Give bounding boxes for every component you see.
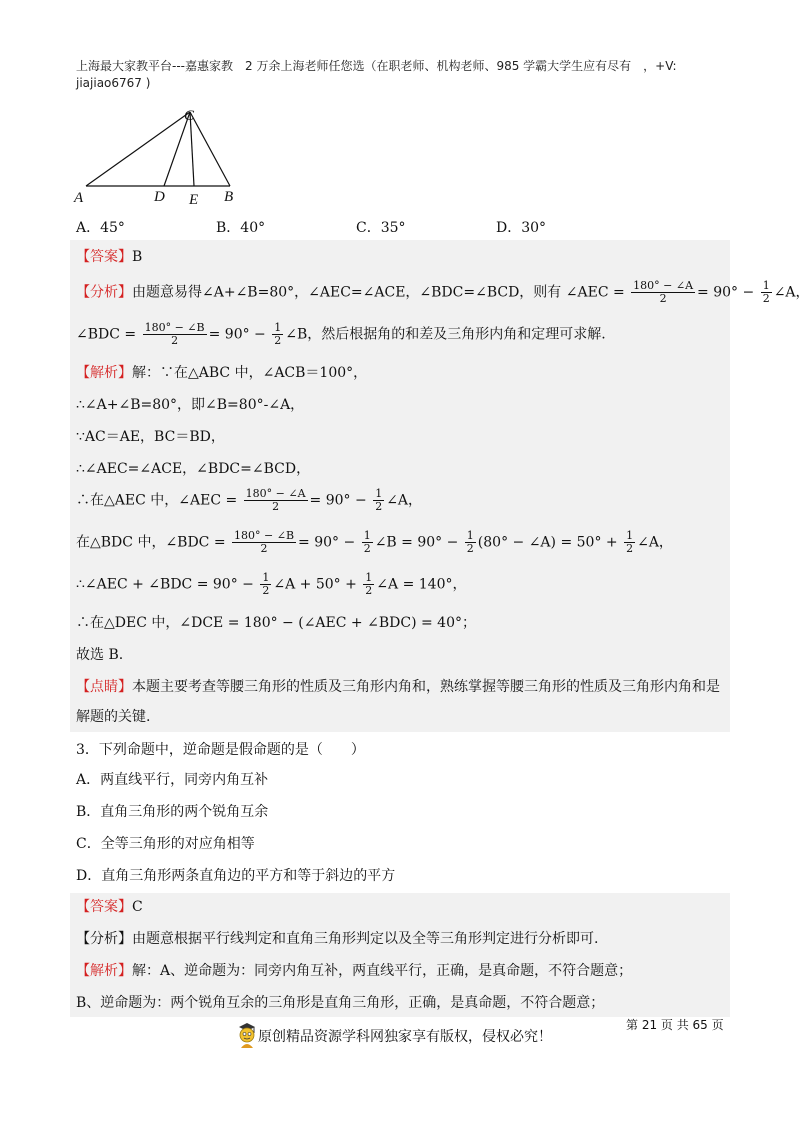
q2-analysis-line-1 [76, 280, 810, 305]
fraction: $\frac{1}{2}$ [375, 487, 383, 513]
fraction: $\frac{180^\circ - \angle B}{2}$ [144, 321, 205, 347]
analysis-text: = 90° − [208, 326, 266, 343]
points-tag: 【点睛】 [76, 679, 132, 695]
q2-solution-line-5 [76, 488, 422, 513]
q2-options [76, 217, 716, 237]
solution-text: ∠A = 140°， [376, 576, 467, 593]
answer-tag: 【答案】 [76, 249, 132, 265]
q3-option-b: B．直角三角形的两个锐角互余 [76, 804, 269, 820]
q3-option-a: A．两直线平行，同旁内角互补 [76, 772, 269, 788]
q3-solution-line-1 [76, 962, 632, 980]
analysis-text: = 90° − [697, 284, 755, 301]
answer-value: B [132, 249, 143, 265]
segment-AC [86, 112, 190, 186]
solution-text: 在△BDC 中，∠BDC = [76, 534, 226, 551]
header-line-2: jiajiao6767 ) [76, 76, 151, 90]
q2-explanation-block [70, 240, 730, 732]
page-number: 第 21 页 共 65 页 [626, 1018, 724, 1032]
header-line-1: 上海最大家教平台---嘉惠家教 2 万余上海老师任您选（在职老师、机构老师、985 学霸大学生应有尽有 ，+V: [76, 59, 677, 73]
q2-points-line-1 [76, 678, 720, 696]
fraction: $\frac{1}{2}$ [262, 571, 270, 597]
fraction: $\frac{1}{2}$ [274, 321, 282, 347]
analysis-text: ∠BDC = [76, 326, 137, 343]
solution-tag: 【解析】 [76, 365, 132, 381]
solution-text: ∠A， [386, 492, 423, 509]
fraction: $\frac{1}{2}$ [363, 529, 371, 555]
q2-solution-line-9: 故选 B. [76, 647, 124, 663]
solution-tag: 【解析】 [76, 963, 132, 979]
q2-option-d: D．30° [496, 220, 547, 236]
analysis-text: 由题意根据平行线判定和直角三角形判定以及全等三角形判定进行分析即可. [132, 931, 599, 947]
q2-option-a: A．45° [76, 220, 125, 236]
q2-solution-line-2: ∴∠A+∠B=80°，即∠B=80°-∠A， [76, 397, 305, 413]
q2-analysis-line-2 [76, 322, 606, 347]
q2-points-line-2: 解题的关键. [76, 709, 151, 725]
fraction: $\frac{180^\circ - \angle A}{2}$ [633, 279, 694, 305]
q2-solution-line-1 [76, 364, 367, 382]
answer-tag: 【答案】 [76, 899, 132, 915]
label-B: B [224, 189, 234, 205]
page-header [76, 58, 726, 92]
analysis-text: ∠B，然后根据角的和差及三角形内角和定理可求解. [285, 326, 606, 343]
points-text: 本题主要考查等腰三角形的性质及三角形内角和，熟练掌握等腰三角形的性质及三角形内角和是 [132, 679, 720, 695]
q2-answer-line [76, 248, 142, 266]
solution-text: ∠A， [637, 534, 673, 551]
fraction: $\frac{1}{2}$ [466, 529, 474, 555]
solution-text: = 90° − [298, 534, 356, 551]
q2-solution-line-4: ∴∠AEC=∠ACE，∠BDC=∠BCD， [76, 461, 311, 477]
q3-answer-line [76, 898, 143, 916]
fraction: $\frac{1}{2}$ [365, 571, 373, 597]
solution-text: 解：∵在△ABC 中，∠ACB＝100°， [132, 365, 368, 381]
q2-option-c: C．35° [356, 220, 406, 236]
solution-text: ∠B = 90° − [374, 534, 459, 551]
q2-option-b: B．40° [216, 220, 266, 236]
mascot-logo-icon [236, 1021, 258, 1049]
solution-text: = 90° − [309, 492, 367, 509]
answer-value: C [132, 899, 143, 915]
q3-question: 3．下列命题中，逆命题是假命题的是（ ） [76, 742, 365, 758]
fraction: $\frac{1}{2}$ [626, 529, 634, 555]
solution-text: (80° − ∠A) = 50° + [477, 534, 618, 551]
q3-option-d: D．直角三角形两条直角边的平方和等于斜边的平方 [76, 868, 396, 884]
analysis-text: ∠A， [773, 284, 810, 301]
fraction: $\frac{1}{2}$ [762, 279, 770, 305]
solution-text: ∴∠AEC + ∠BDC = 90° − [76, 576, 254, 593]
q2-solution-line-7 [76, 572, 466, 597]
triangle-figure [72, 104, 242, 208]
q2-solution-line-8: ∴在△DEC 中，∠DCE = 180° − (∠AEC + ∠BDC) = 40°； [76, 615, 476, 631]
q3-solution-line-2: B、逆命题为：两个锐角互余的三角形是直角三角形，正确，是真命题，不符合题意； [76, 995, 605, 1011]
label-E: E [189, 192, 199, 208]
q2-solution-line-3: ∵AC＝AE，BC＝BD， [76, 429, 225, 445]
label-C: C [184, 108, 195, 124]
label-A: A [74, 190, 84, 206]
q3-analysis-line [76, 930, 598, 948]
solution-text: ∴在△AEC 中，∠AEC = [76, 492, 238, 509]
q3-option-c: C．全等三角形的对应角相等 [76, 836, 255, 852]
segment-BC [190, 112, 230, 186]
fraction: $\frac{180^\circ - \angle A}{2}$ [245, 487, 306, 513]
footer-copyright: 原创精品资源学科网独家享有版权，侵权必究！ [258, 1029, 552, 1045]
q2-solution-line-6 [76, 530, 673, 555]
solution-text: ∠A + 50° + [273, 576, 357, 593]
fraction: $\frac{180^\circ - \angle B}{2}$ [234, 529, 295, 555]
analysis-tag: 【分析】 [76, 931, 132, 947]
solution-text: 解：A、逆命题为：同旁内角互补，两直线平行，正确，是真命题，不符合题意； [132, 963, 633, 979]
label-D: D [154, 189, 165, 205]
analysis-tag: 【分析】 [76, 284, 132, 301]
analysis-text: 由题意易得∠A+∠B=80°，∠AEC=∠ACE，∠BDC=∠BCD，则有 ∠AEC = [132, 284, 625, 301]
